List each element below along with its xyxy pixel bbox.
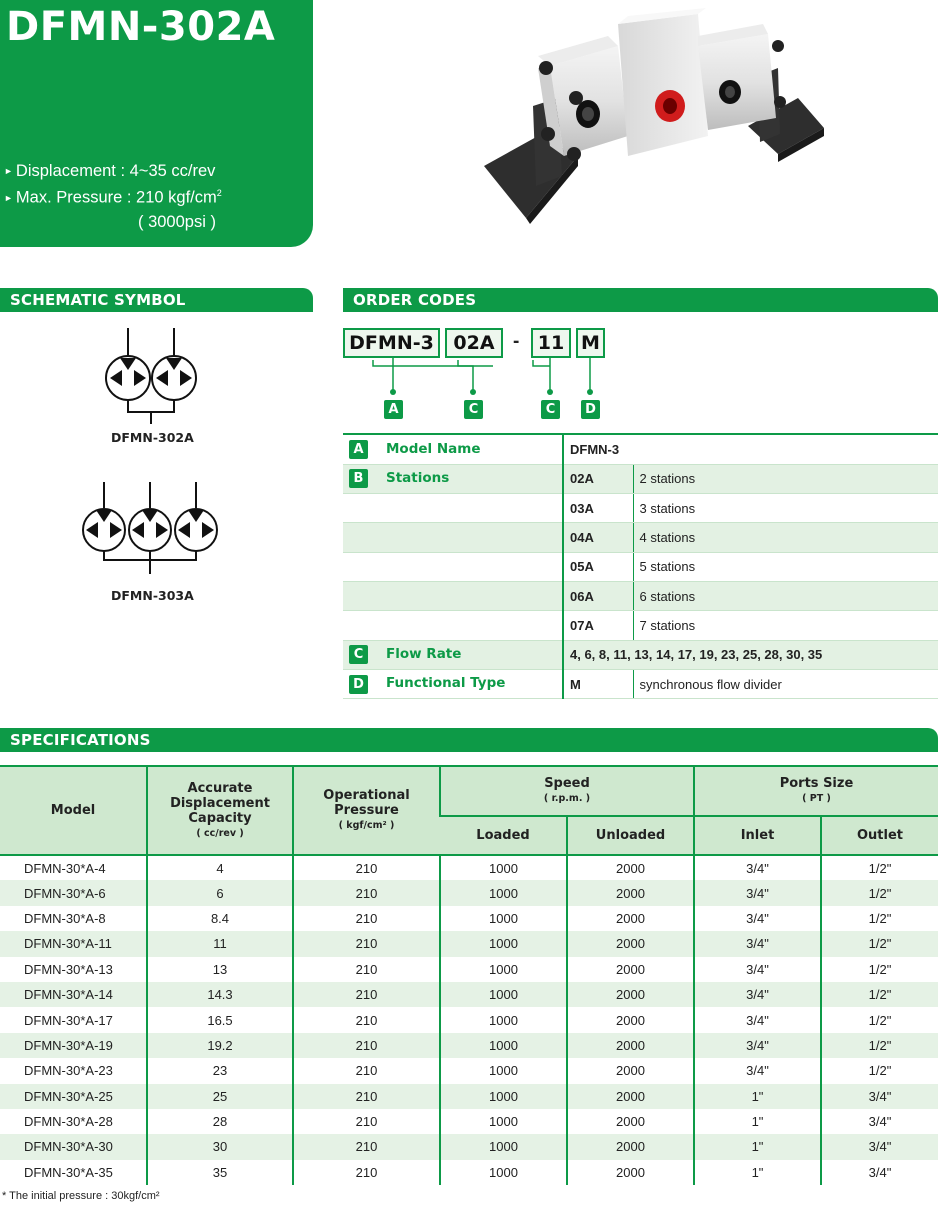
table-cell: 28 [147,1109,293,1134]
table-cell: 3/4" [821,1160,938,1185]
table-cell: 1000 [440,1160,567,1185]
page-title: DFMN-302A [6,4,276,50]
order-row-code: 02A [563,464,633,493]
table-cell: DFMN-30*A-14 [0,982,147,1007]
order-table-row [343,494,938,523]
table-cell: DFMN-30*A-28 [24,1114,113,1130]
order-table-row [343,581,938,610]
product-photo [478,6,828,224]
order-row-desc: 6 stations [633,581,938,610]
table-cell: 2000 [567,1058,694,1083]
order-table-row [343,464,938,493]
specifications-table [0,767,938,1185]
table-cell: DFMN-30*A-23 [24,1063,113,1079]
order-row-label-cell [343,435,563,464]
table-cell: 3/4" [694,1033,821,1058]
table-cell: 1" [694,1109,821,1134]
table-cell: 6 [147,880,293,905]
table-cell: 2000 [567,1007,694,1032]
table-cell: 8.4 [147,906,293,931]
order-row-letter-badge: C [349,645,368,664]
pressure-psi: ( 3000psi ) [138,213,216,231]
table-cell: 1" [694,1160,821,1185]
table-cell: 2000 [567,957,694,982]
table-cell: 23 [147,1058,293,1083]
table-cell: 1000 [440,1084,567,1109]
bullet-triangle-icon: ► [4,192,13,203]
table-cell: 1000 [440,931,567,956]
table-cell: 3/4" [694,855,821,880]
order-row-desc: 5 stations [633,552,938,581]
order-table-row [343,435,938,464]
table-cell: 1000 [440,880,567,905]
table-row [0,982,938,1007]
table-cell: 1000 [440,982,567,1007]
table-cell: 2000 [567,855,694,880]
order-code-connectors [343,358,613,402]
order-row-name: Model Name [386,440,481,457]
table-row [0,880,938,905]
col-header-outlet: Outlet [821,816,938,855]
table-cell: 210 [293,855,440,880]
schematic-303a-label: DFMN-303A [111,588,194,603]
col-header-model: Model [0,767,147,855]
order-row-code: 06A [563,581,633,610]
table-cell: 1/2" [821,880,938,905]
table-cell: 1/2" [821,931,938,956]
table-cell: 1/2" [821,1058,938,1083]
table-cell: 3/4" [694,1007,821,1032]
table-cell: DFMN-30*A-11 [0,931,147,956]
table-cell: DFMN-30*A-8 [24,910,106,926]
table-cell: 1000 [440,855,567,880]
order-table-row [343,640,938,669]
schematic-302a-diagram [96,328,206,424]
table-cell: DFMN-30*A-19 [0,1033,147,1058]
order-row-desc: synchronous flow divider [633,669,938,698]
table-cell: 35 [147,1160,293,1185]
table-cell: 210 [293,880,440,905]
table-cell: DFMN-30*A-30 [0,1134,147,1159]
table-row [0,1160,938,1185]
order-row-code: M [563,669,633,698]
table-row [0,1109,938,1134]
order-table-row [343,523,938,552]
table-cell: 2000 [567,906,694,931]
table-cell: 3/4" [694,1058,821,1083]
table-cell: 2000 [567,1160,694,1185]
table-cell: 1/2" [821,1007,938,1032]
table-cell: 1/2" [821,957,938,982]
table-cell: 210 [293,1058,440,1083]
order-code-box-flow: 11 [531,328,571,358]
table-cell: 13 [147,957,293,982]
table-cell: 1000 [440,1033,567,1058]
table-cell: 3/4" [694,906,821,931]
col-header-loaded: Loaded [440,816,567,855]
order-row-desc: 4 stations [633,523,938,552]
table-cell: 2000 [567,1109,694,1134]
table-cell: DFMN-30*A-17 [24,1012,113,1028]
table-row [0,931,938,956]
table-cell: 3/4" [694,982,821,1007]
table-cell: 25 [147,1084,293,1109]
order-row-desc: 7 stations [633,611,938,640]
order-code-table [343,435,938,699]
pressure-spec: ► Max. Pressure : 210 kgf/$cm^2$ [4,188,222,207]
table-cell: 1" [694,1084,821,1109]
table-cell: 210 [293,1033,440,1058]
table-cell: DFMN-30*A-25 [0,1084,147,1109]
order-table-row [343,669,938,698]
table-cell: 210 [293,1160,440,1185]
table-cell: DFMN-30*A-4 [24,860,106,876]
table-cell: 210 [293,957,440,982]
table-cell: 1/2" [821,855,938,880]
table-cell: 210 [293,1109,440,1134]
table-cell: 2000 [567,1084,694,1109]
table-cell: 14.3 [147,982,293,1007]
table-cell: 1000 [440,1058,567,1083]
table-cell: 3/4" [694,957,821,982]
order-row-code: 05A [563,552,633,581]
order-code-box-type: M [576,328,605,358]
table-row [0,1033,938,1058]
order-code-letter-c1: C [464,400,483,419]
order-row-label-cell [343,523,563,552]
table-row [0,1058,938,1083]
table-cell: 1000 [440,1109,567,1134]
table-row [0,855,938,880]
table-cell: 210 [293,931,440,956]
order-row-label-cell [343,552,563,581]
schematic-303a-diagram [80,482,222,574]
table-cell: DFMN-30*A-6 [0,880,147,905]
table-cell: 3/4" [821,1109,938,1134]
table-cell: 210 [293,982,440,1007]
table-row [0,906,938,931]
table-cell: 1000 [440,1007,567,1032]
table-cell: 19.2 [147,1033,293,1058]
table-cell: 16.5 [147,1007,293,1032]
table-row [0,1134,938,1159]
order-row-label-cell [343,611,563,640]
order-code-letter-d: D [581,400,600,419]
col-header-ports: Ports Size ( PT ) [694,767,938,816]
order-code-letter-c2: C [541,400,560,419]
order-row-letter-badge: D [349,675,368,694]
table-cell: 210 [293,1007,440,1032]
order-row-code: 04A [563,523,633,552]
order-row-name: Functional Type [386,675,506,692]
bullet-triangle-icon: ► [4,166,13,176]
order-row-desc: 2 stations [633,464,938,493]
table-cell: 2000 [567,1033,694,1058]
col-header-pressure: Operational Pressure ( kgf/cm² ) [293,767,440,855]
table-cell: 210 [293,906,440,931]
table-cell: 30 [147,1134,293,1159]
specs-section-bar: SPECIFICATIONS [0,728,938,752]
order-row-label-cell [343,669,563,698]
order-row-label-cell [343,464,563,493]
schematic-section-bar: SCHEMATIC SYMBOL [0,288,313,312]
order-code-box-model: DFMN-3 [343,328,440,358]
order-row-label-cell [343,581,563,610]
order-row-code: 03A [563,494,633,523]
order-row-letter-badge: A [349,440,368,459]
table-row [0,1084,938,1109]
table-cell: DFMN-30*A-13 [24,961,113,977]
order-section-bar: ORDER CODES [343,288,938,312]
displacement-spec: ► Displacement : 4~35 cc/rev [4,162,216,180]
order-row-letter-badge: B [349,469,368,488]
col-header-unloaded: Unloaded [567,816,694,855]
table-cell: 3/4" [821,1134,938,1159]
order-row-code: 4, 6, 8, 11, 13, 14, 17, 19, 23, 25, 28, 30, 35 [563,640,938,669]
table-cell: 3/4" [694,880,821,905]
order-code-dash: - [513,331,520,352]
table-cell: DFMN-30*A-35 [24,1164,113,1180]
order-row-code: DFMN-3 [563,435,938,464]
table-cell: 1000 [440,1134,567,1159]
schematic-302a-label: DFMN-302A [111,430,194,445]
order-row-desc: 3 stations [633,494,938,523]
table-cell: 1" [694,1134,821,1159]
table-cell: 3/4" [694,931,821,956]
order-row-label-cell [343,640,563,669]
table-cell: 1/2" [821,906,938,931]
table-cell: 1/2" [821,1033,938,1058]
order-row-name: Stations [386,470,450,487]
table-cell: 2000 [567,1134,694,1159]
order-table-row [343,552,938,581]
order-row-label-cell [343,494,563,523]
col-header-inlet: Inlet [694,816,821,855]
col-header-speed: Speed ( r.p.m. ) [440,767,694,816]
table-cell: 210 [293,1084,440,1109]
order-table-row [343,611,938,640]
order-row-name: Flow Rate [386,646,462,663]
table-cell: 4 [147,855,293,880]
order-row-code: 07A [563,611,633,640]
table-row [0,1007,938,1032]
table-cell: 1/2" [821,982,938,1007]
order-code-box-stations: 02A [445,328,503,358]
footnote: * The initial pressure : 30kgf/cm² [2,1190,160,1202]
col-header-displacement: Accurate Displacement Capacity ( cc/rev ) [147,767,293,855]
table-cell: 2000 [567,931,694,956]
table-row [0,957,938,982]
title-banner [0,0,313,247]
table-cell: 2000 [567,982,694,1007]
order-code-letter-a: A [384,400,403,419]
table-cell: 2000 [567,880,694,905]
table-cell: 3/4" [821,1084,938,1109]
table-cell: 1000 [440,906,567,931]
table-cell: 1000 [440,957,567,982]
table-cell: 11 [147,931,293,956]
table-cell: 210 [293,1134,440,1159]
